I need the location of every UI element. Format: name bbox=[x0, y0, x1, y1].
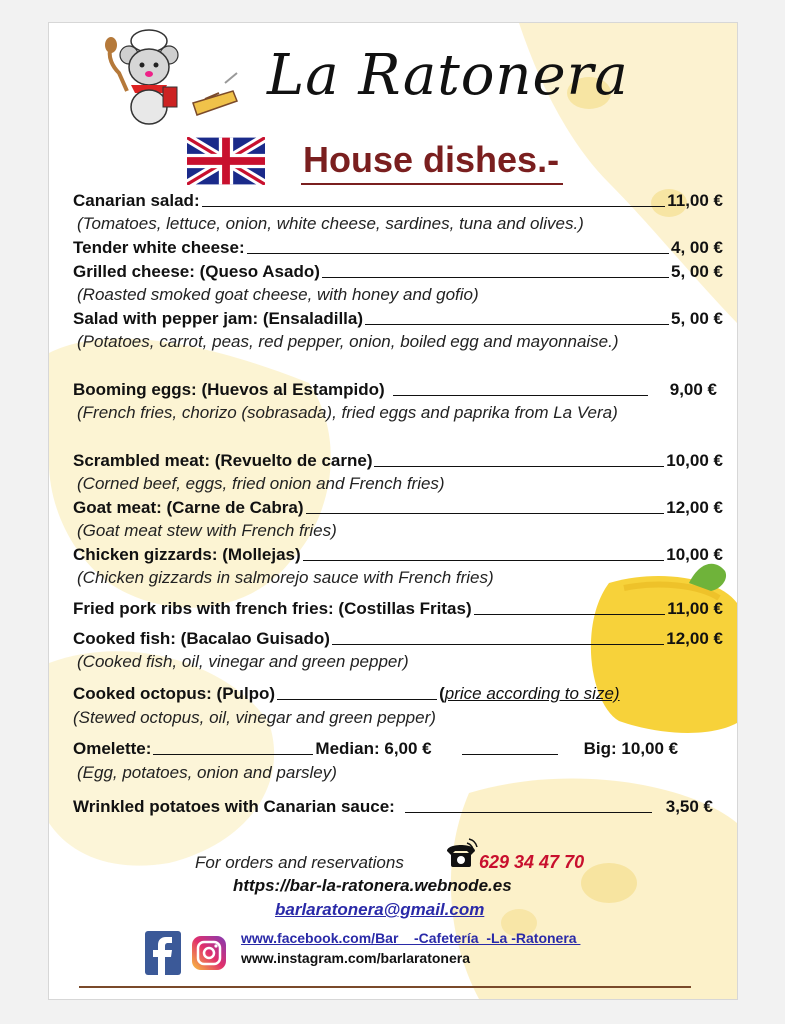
instagram-icon[interactable] bbox=[191, 933, 227, 973]
leader-line bbox=[322, 276, 669, 278]
dish-name: Salad with pepper jam: (Ensaladilla) bbox=[73, 309, 364, 328]
facebook-icon[interactable] bbox=[145, 931, 181, 975]
leader-line bbox=[153, 753, 313, 755]
dish-name: Tender white cheese: bbox=[73, 238, 245, 257]
leader-line bbox=[303, 559, 665, 561]
dish-name: Grilled cheese: (Queso Asado) bbox=[73, 262, 320, 281]
menu-item bbox=[73, 737, 723, 759]
leader-line bbox=[374, 465, 664, 467]
leader-line bbox=[365, 323, 669, 325]
dish-price: 10,00 € bbox=[666, 545, 723, 564]
leader-line bbox=[306, 512, 665, 514]
menu-page bbox=[48, 22, 738, 1000]
menu-item bbox=[73, 627, 723, 649]
dish-description: (Chicken gizzards in salmorejo sauce with French fries) bbox=[77, 568, 494, 587]
leader-line bbox=[405, 811, 652, 813]
dish-description: (Stewed octopus, oil, vinegar and green pepper) bbox=[73, 708, 436, 727]
dish-description: (Cooked fish, oil, vinegar and green pepper) bbox=[77, 652, 409, 671]
dish-price: 11,00 € bbox=[667, 599, 723, 618]
median-price: Median: 6,00 € bbox=[315, 739, 432, 758]
menu-item bbox=[73, 236, 723, 258]
dish-description: (Goat meat stew with French fries) bbox=[77, 521, 337, 540]
uk-flag-icon bbox=[187, 137, 265, 185]
dish-price: 5, 00 € bbox=[671, 309, 723, 328]
dish-name: Fried pork ribs with french fries: (Costillas Fritas) bbox=[73, 599, 472, 618]
dish-description: (Egg, potatoes, onion and parsley) bbox=[77, 763, 337, 782]
website-link[interactable]: https://bar-la-ratonera.webnode.es bbox=[233, 876, 512, 895]
dish-price: 12,00 € bbox=[666, 498, 723, 517]
dish-description: (Corned beef, eggs, fried onion and French fries) bbox=[77, 474, 445, 493]
leader-line bbox=[462, 753, 558, 755]
section-title: House dishes.- bbox=[301, 139, 563, 185]
dish-description: (Potatoes, carrot, peas, red pepper, onion, boiled egg and mayonnaise.) bbox=[77, 332, 619, 351]
dish-name: Cooked fish: (Bacalao Guisado) bbox=[73, 629, 330, 648]
phone-number[interactable]: 629 34 47 70 bbox=[479, 852, 585, 872]
telephone-icon bbox=[443, 835, 479, 869]
facebook-link[interactable]: www.facebook.com/Bar -Cafetería -La -Ratonera bbox=[241, 930, 581, 946]
dish-price: 11,00 € bbox=[667, 191, 723, 210]
menu-item bbox=[73, 260, 723, 282]
menu-item bbox=[73, 189, 723, 211]
big-price: Big: 10,00 € bbox=[583, 739, 679, 758]
dish-price: 3,50 € bbox=[665, 797, 713, 816]
dish-name: Scrambled meat: (Revuelto de carne) bbox=[73, 451, 373, 470]
dish-name: Cooked octopus: (Pulpo) bbox=[73, 684, 276, 703]
dish-name: Wrinkled potatoes with Canarian sauce: bbox=[73, 797, 395, 816]
dish-name: Goat meat: (Carne de Cabra) bbox=[73, 498, 304, 517]
dish-name: Canarian salad: bbox=[73, 191, 200, 210]
dish-name: Omelette: bbox=[73, 739, 152, 758]
menu-item bbox=[73, 682, 723, 704]
menu-item bbox=[73, 597, 723, 619]
leader-line bbox=[332, 643, 664, 645]
chef-mouse-icon bbox=[101, 27, 241, 129]
dish-description: (Roasted smoked goat cheese, with honey and gofio) bbox=[77, 285, 479, 304]
leader-line bbox=[202, 205, 666, 207]
restaurant-logo: La Ratonera bbox=[267, 43, 629, 108]
email-link[interactable]: barlaratonera@gmail.com bbox=[275, 900, 485, 919]
dish-description: (Tomatoes, lettuce, onion, white cheese, sardines, tuna and olives.) bbox=[77, 214, 584, 233]
menu-item bbox=[73, 449, 723, 471]
dish-name: Booming eggs: (Huevos al Estampido) bbox=[73, 380, 385, 399]
dish-price: 5, 00 € bbox=[671, 262, 723, 281]
menu-item bbox=[73, 307, 723, 329]
menu-item bbox=[73, 378, 717, 400]
orders-text: For orders and reservations bbox=[195, 853, 404, 872]
leader-line bbox=[474, 613, 666, 615]
leader-line bbox=[247, 252, 669, 254]
leader-line bbox=[393, 394, 648, 396]
bottom-divider bbox=[79, 986, 691, 988]
price-note: (price according to size) bbox=[439, 684, 620, 703]
menu-item bbox=[73, 795, 713, 817]
menu-item bbox=[73, 496, 723, 518]
dish-price: 9,00 € bbox=[669, 380, 717, 399]
dish-price: 10,00 € bbox=[666, 451, 723, 470]
instagram-link[interactable]: www.instagram.com/barlaratonera bbox=[241, 950, 470, 966]
dish-price: 12,00 € bbox=[666, 629, 723, 648]
dish-description: (French fries, chorizo (sobrasada), fried eggs and paprika from La Vera) bbox=[77, 403, 618, 422]
menu-item bbox=[73, 543, 723, 565]
dish-name: Chicken gizzards: (Mollejas) bbox=[73, 545, 301, 564]
dish-price: 4, 00 € bbox=[671, 238, 723, 257]
leader-line bbox=[277, 698, 437, 700]
